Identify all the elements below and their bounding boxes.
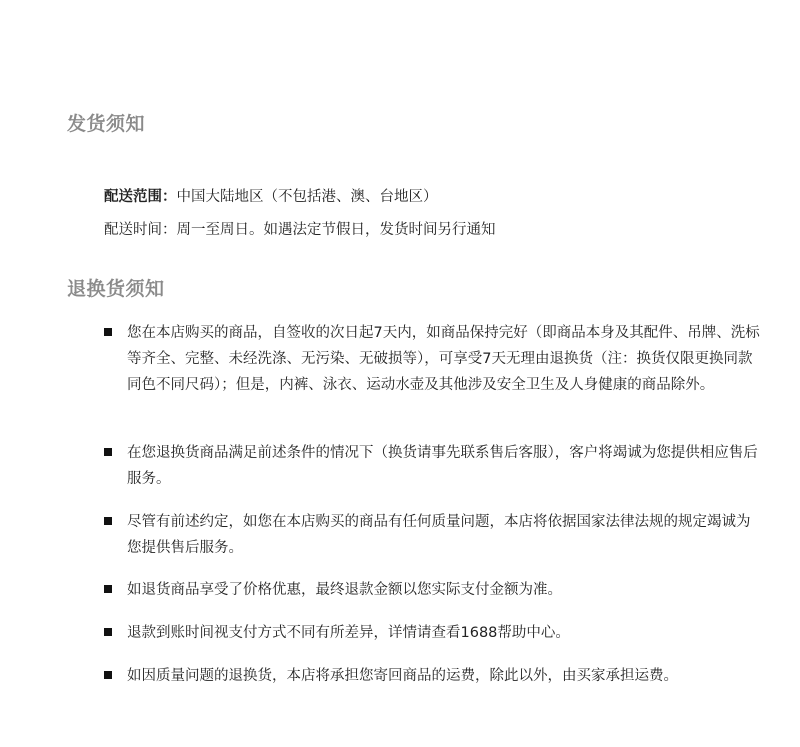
- rule-text: 如退货商品享受了价格优惠，最终退款金额以您实际支付金额为准。: [127, 582, 562, 598]
- square-bullet-icon: [104, 628, 112, 636]
- delivery-time-label: 配送时间：: [104, 222, 177, 238]
- square-bullet-icon: [104, 448, 112, 456]
- rule-text: 您在本店购买的商品，自签收的次日起7天内，如商品保持完好（即商品本身及其配件、吊牌、洗标等齐全、完整、未经洗涤、无污染、无破损等），可享受7天无理由退换货（注：换货仅限更换同款同色不同尺码）；但是，内裤、泳衣、运动水壶及其他涉及安全卫生及人身健康的商品除外。: [127, 325, 760, 393]
- square-bullet-icon: [104, 585, 112, 593]
- rule-text: 在您退换货商品满足前述条件的情况下（换货请事先联系售后客服），客户将竭诚为您提供相应售后服务。: [127, 445, 758, 487]
- shipping-notice-title: 发货须知: [67, 113, 146, 135]
- delivery-range-line: [104, 186, 438, 208]
- rule-text: 尽管有前述约定，如您在本店购买的商品有任何质量问题，本店将依据国家法律法规的规定竭诚为您提供售后服务。: [127, 514, 751, 556]
- square-bullet-icon: [104, 328, 112, 336]
- rule-text: 如因质量问题的退换货，本店将承担您寄回商品的运费，除此以外，由买家承担运费。: [127, 668, 678, 684]
- delivery-range-value: 中国大陆地区（不包括港、澳、台地区）: [176, 189, 438, 205]
- returns-notice-title: 退换货须知: [67, 278, 165, 300]
- delivery-range-label: 配送范围：: [104, 189, 177, 205]
- square-bullet-icon: [104, 671, 112, 679]
- delivery-time-value: 周一至周日。如遇法定节假日，发货时间另行通知: [176, 222, 496, 238]
- delivery-time-line: [104, 219, 496, 241]
- square-bullet-icon: [104, 517, 112, 525]
- rule-text: 退款到账时间视支付方式不同有所差异，详情请查看1688帮助中心。: [127, 625, 570, 641]
